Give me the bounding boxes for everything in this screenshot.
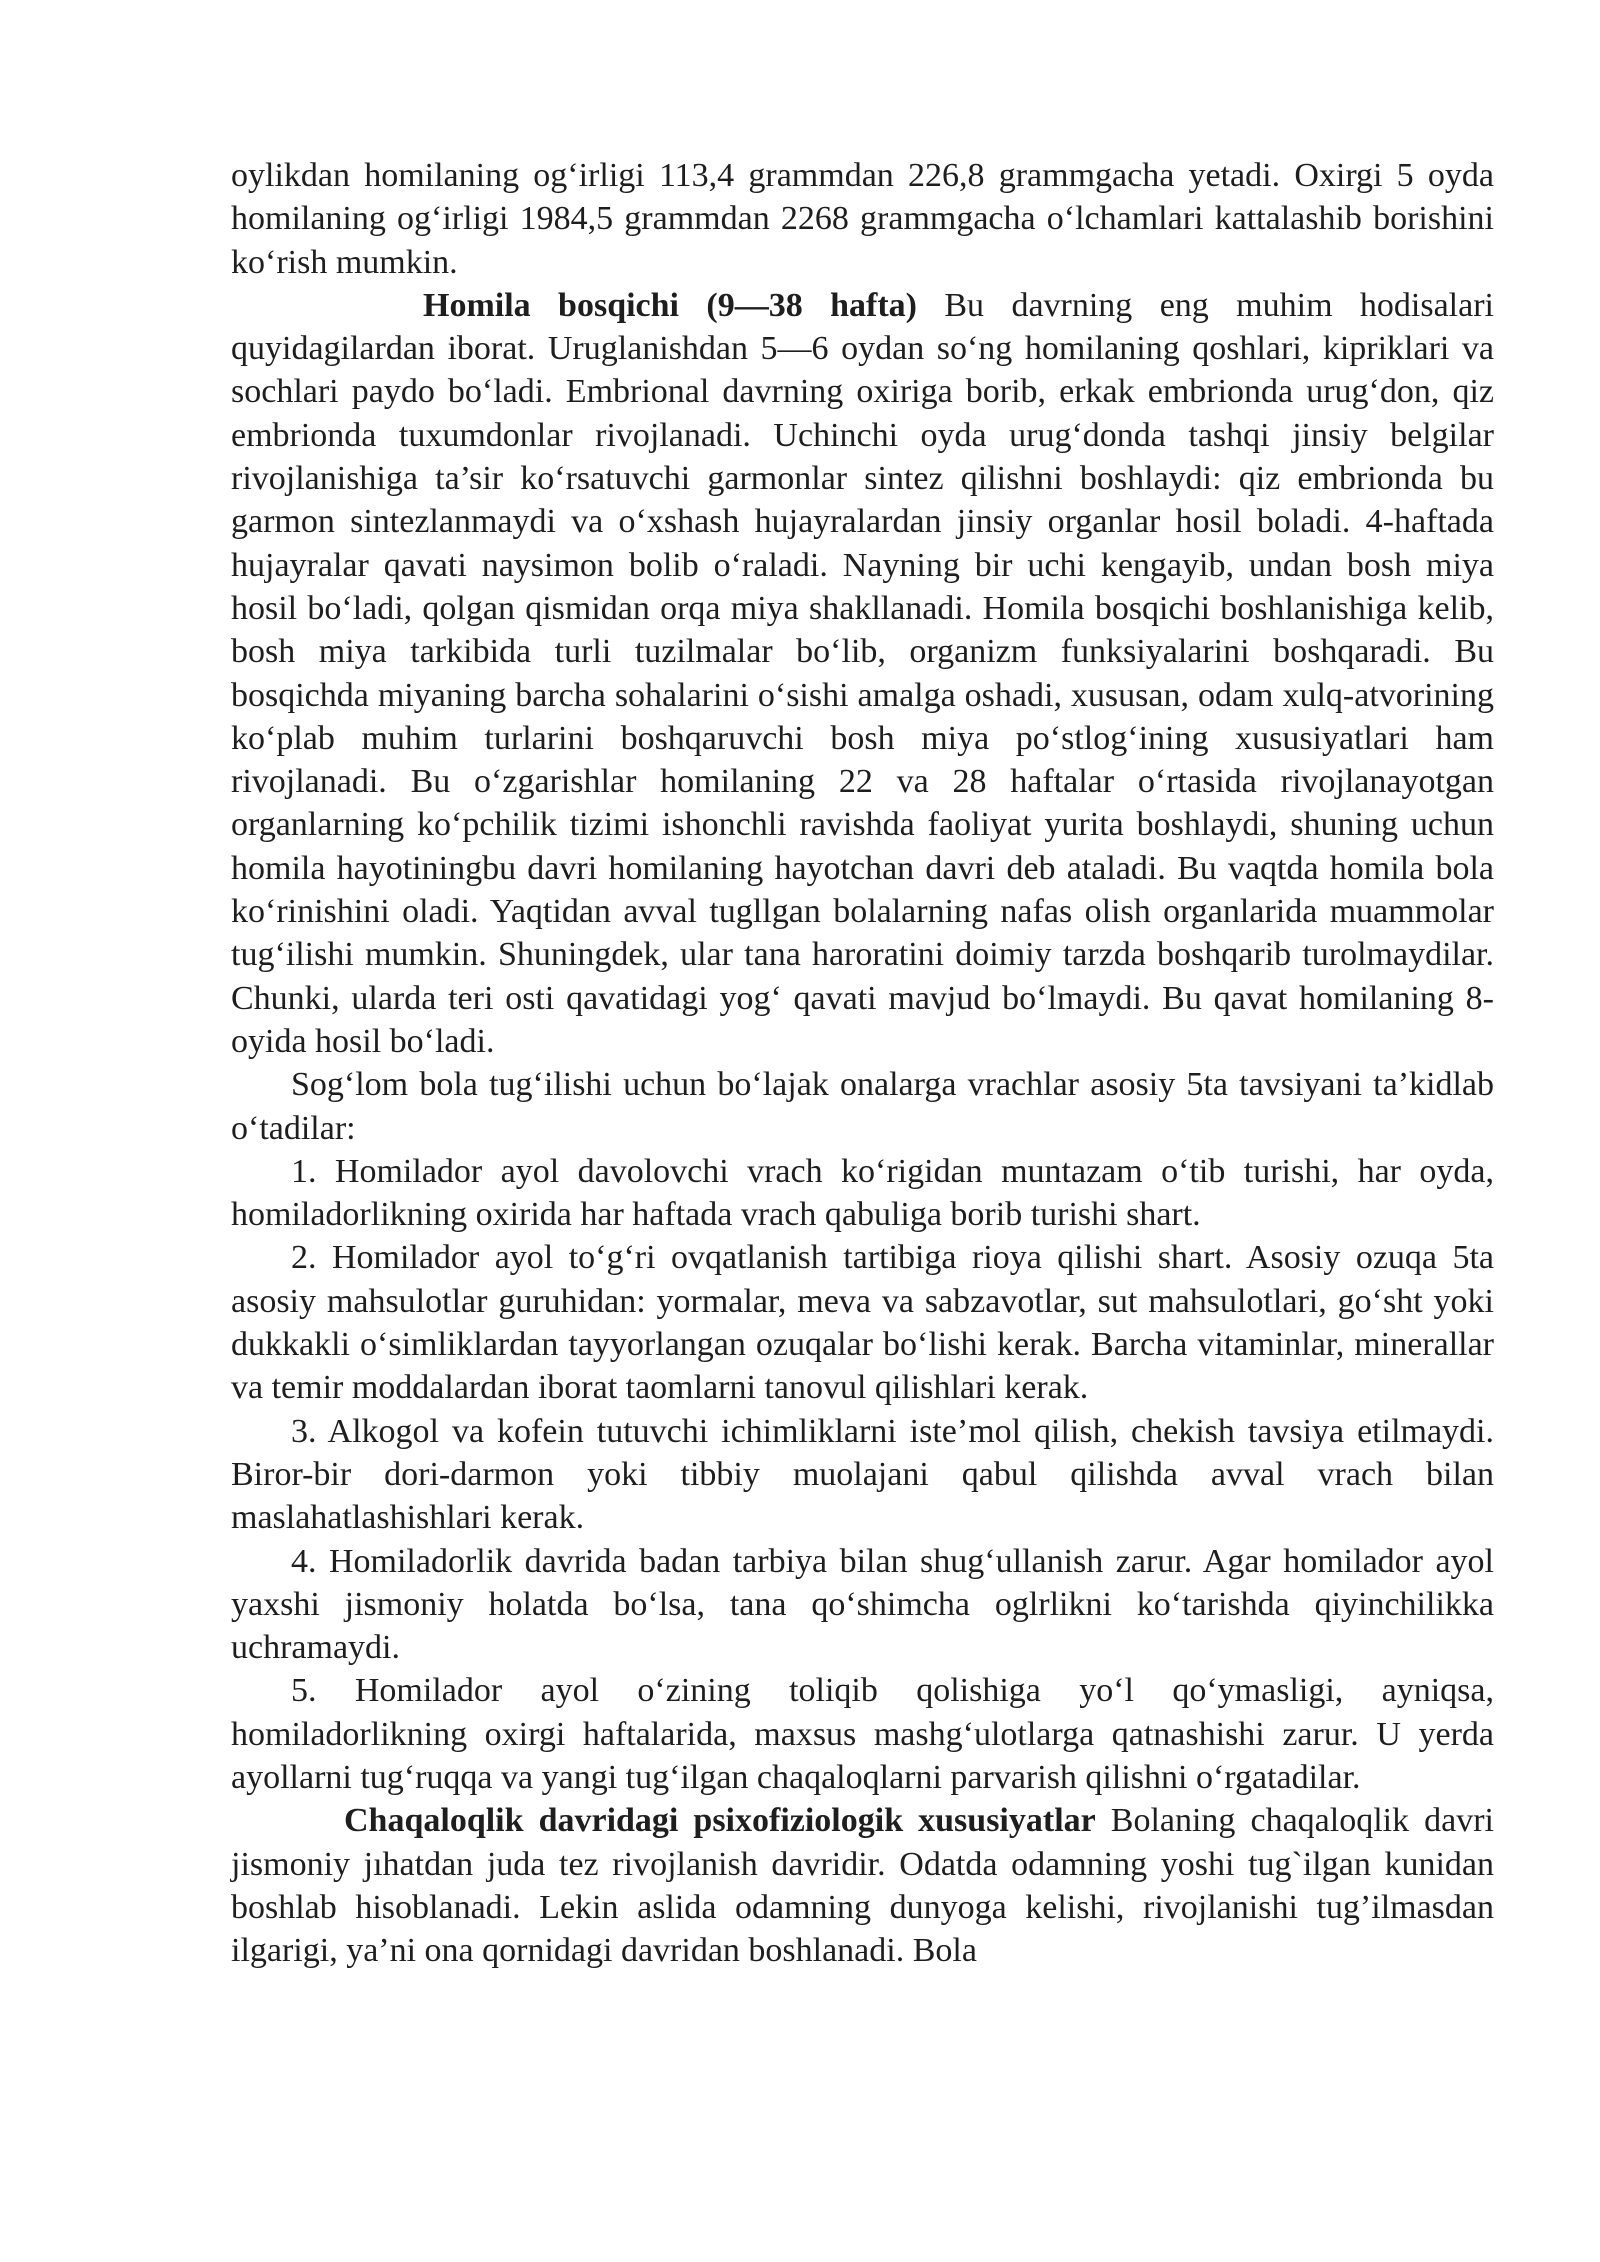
recommendations-intro: Sog‘lom bola tug‘ilishi uchun bo‘lajak onalarga vrachlar asosiy 5ta tavsiyani ta’kidlab o‘tadilar: xyxy=(231,1066,1494,1147)
recommendation-item-3: 3. Alkogol va kofein tutuvchi ichimliklarni iste’mol qilish, chekish tavsiya etilmaydi. Biror-bir dori-darmon yoki tibbiy muolajani qabul qilishda avval vrach bilan maslahatlashishlari kerak. xyxy=(231,1412,1494,1537)
document-page xyxy=(231,154,1494,1972)
recommendation-item-1: 1. Homilador ayol davolovchi vrach ko‘rigidan muntazam o‘tib turishi, har oyda, homiladorlikning oxirida har haftada vrach qabuliga borib turishi shart. xyxy=(231,1152,1494,1234)
section-heading-chaqaloqlik: Chaqaloqlik davridagi psixofiziologik xususiyatlar xyxy=(344,1802,1096,1840)
section-homila-paragraph xyxy=(231,284,1494,1063)
recommendation-item-5: 5. Homilador ayol o‘zining toliqib qolishiga yo‘l qo‘ymasligi, ayniqsa, homiladorlikning oxirgi haftalarida, maxsus mashg‘ulotlarga qatnashishi zarur. U yerda ayollarni tug‘ruqqa va yangi tug‘ilgan chaqaloqlarni parvarish qilishni o‘rgatadilar. xyxy=(231,1672,1494,1796)
intro-paragraph: oylikdan homilaning og‘irligi 113,4 grammdan 226,8 grammgacha yetadi. Oxirgi 5 oyda homilaning og‘irligi 1984,5 grammdan 2268 grammgacha o‘lchamlari kattalashib borishini ko‘rish mumkin. xyxy=(231,157,1494,281)
section-heading-homila: Homila bosqichi (9—38 hafta) xyxy=(423,286,917,324)
recommendation-item-2: 2. Homilador ayol to‘g‘ri ovqatlanish tartibiga rioya qilishi shart. Asosiy ozuqa 5ta asosiy mahsulotlar guruhidan: yormalar, meva va sabzavotlar, sut mahsulotlari, go‘sht yoki dukkakli o‘simliklardan tayyorlangan ozuqalar bo‘lishi kerak. Barcha vitaminlar, minerallar va temir moddalardan iborat taomlarni tanovul qilishlari kerak. xyxy=(231,1239,1494,1407)
section-chaqaloqlik-paragraph xyxy=(231,1799,1494,1972)
section-homila-text: Bu davrning eng muhim hodisalari quyidagilardan iborat. Uruglanishdan 5—6 oydan so‘ng homilaning qoshlari, kipriklari va sochlari paydo bo‘ladi. Embrional davrning oxiriga borib, erkak embrionda urug‘don, qiz embrionda tuxumdonlar rivojlanadi. Uchinchi oyda urug‘donda tashqi jinsiy belgilar rivojlanishiga ta’sir ko‘rsatuvchi garmonlar sintez qilishni boshlaydi: qiz embrionda bu garmon sintezlanmaydi va o‘xshash hujayralardan jinsiy organlar hosil boladi. 4-haftada hujayralar qavati naysimon bolib o‘raladi. Nayning bir uchi kengayib, undan bosh miya hosil bo‘ladi, qolgan qismidan orqa miya shakllanadi. Homila bosqichi boshlanishiga kelib, bosh miya tarkibida turli tuzilmalar bo‘lib, organizm funksiyalarini boshqaradi. Bu bosqichda miyaning barcha sohalarini o‘sishi amalga oshadi, xususan, odam xulq-atvorining ko‘plab muhim turlarini boshqaruvchi bosh miya po‘stlog‘ining xususiyatlari ham rivojlanadi. Bu o‘zgarishlar homilaning 22 va 28 haftalar o‘rtasida rivojlanayotgan organlarning ko‘pchilik tizimi ishonchli ravishda faoliyat yurita boshlaydi, shuning uchun homila hayotiningbu davri homilaning hayotchan davri deb ataladi. Bu vaqtda homila bola ko‘rinishini oladi. Yaqtidan avval tugllgan bolalarning nafas olish organlarida muammolar tug‘ilishi mumkin. Shuningdek, ular tana haroratini doimiy tarzda boshqarib turolmaydilar. Chunki, ularda teri osti qavatidagi yog‘ qavati mavjud bo‘lmaydi. Bu qavat homilaning 8-oyida hosil bo‘ladi. xyxy=(231,286,1494,1060)
section-chaqaloqlik-text: Bolaning chaqaloqlik davri jismoniy jıhatdan juda tez rivojlanish davridir. Odatda odamning yoshi tug`ilgan kunidan boshlab hisoblanadi. Lekin aslida odamning dunyoga kelishi, rivojlanishi tug’ilmasdan ilgarigi, ya’ni ona qornidagi davridan boshlanadi. Bola xyxy=(231,1802,1494,1970)
recommendation-item-4: 4. Homiladorlik davrida badan tarbiya bilan shug‘ullanish zarur. Agar homilador ayol yaxshi jismoniy holatda bo‘lsa, tana qo‘shimcha oglrlikni ko‘tarishda qiyinchilikka uchramaydi. xyxy=(231,1542,1494,1667)
